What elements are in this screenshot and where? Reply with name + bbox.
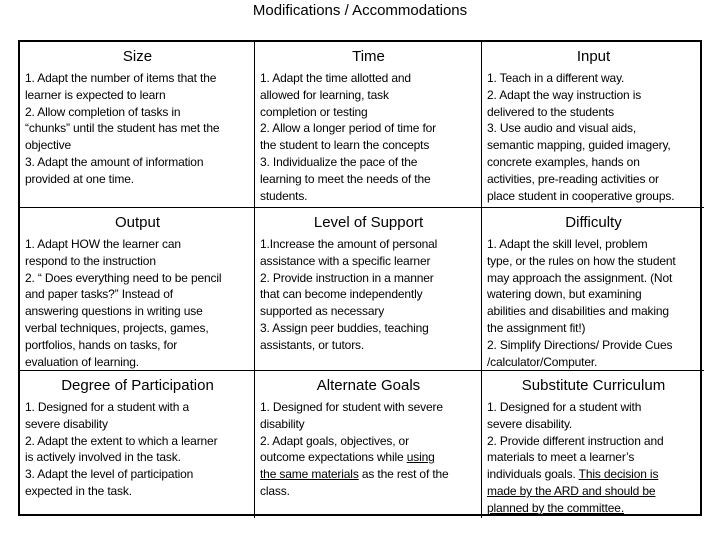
cell-heading: Input xyxy=(576,48,611,65)
cell-line: 2. Allow a longer period of time for xyxy=(260,121,437,136)
cell-line: answering questions in writing use xyxy=(25,304,203,319)
cell-line: place student in cooperative groups. xyxy=(487,188,675,203)
cell-line: 2. Adapt the way instruction is xyxy=(487,87,642,102)
cell-line: learning to meet the needs of the xyxy=(260,171,431,186)
underlined-phrase: the same materials xyxy=(260,467,359,482)
cell-difficulty xyxy=(482,208,704,371)
cell-line: 1. Designed for a student with a xyxy=(25,400,189,414)
cell-line: severe disability xyxy=(25,416,108,431)
cell-line: students. xyxy=(260,188,308,203)
cell-line: “chunks” until the student has met the xyxy=(25,121,220,136)
cell-line: verbal techniques, projects, games, xyxy=(25,320,209,335)
cell-line: watering down, but examining xyxy=(487,287,642,302)
cell-line: 2. Simplify Directions/ Provide Cues xyxy=(487,337,673,352)
page-title: Modifications / Accommodations xyxy=(252,2,468,19)
cell-line: 2. Provide different instruction and xyxy=(487,433,664,448)
cell-line: 1. Adapt HOW the learner can xyxy=(25,237,181,251)
cell-line: learner is expected to learn xyxy=(25,87,166,102)
cell-output xyxy=(20,208,255,371)
cell-line: severe disability. xyxy=(487,416,573,431)
cell-line: 1. Adapt the number of items that the xyxy=(25,71,217,85)
cell-line: 1. Adapt the skill level, problem xyxy=(487,237,648,251)
cell-line: portfolios, hands on tasks, for xyxy=(25,337,178,352)
cell-line: respond to the instruction xyxy=(25,253,156,268)
cell-line: objective xyxy=(25,138,72,153)
cell-line: type, or the rules on how the student xyxy=(487,253,676,268)
cell-line: completion or testing xyxy=(260,104,368,119)
cell-line: 2. Adapt goals, objectives, or xyxy=(260,433,409,448)
cell-line: evaluation of learning. xyxy=(25,354,139,369)
cell-line: 2. Provide instruction in a manner xyxy=(260,270,434,285)
cell-line: supported as necessary xyxy=(260,304,385,319)
cell-line: 3. Use audio and visual aids, xyxy=(487,121,637,136)
cell-heading: Size xyxy=(122,48,153,65)
cell-line: 1. Adapt the time allotted and xyxy=(260,71,411,85)
cell-line: concrete examples, hands on xyxy=(487,154,640,169)
cell-heading: Alternate Goals xyxy=(316,377,421,394)
cell-substitute-curriculum xyxy=(482,371,704,518)
cell-line: expected in the task. xyxy=(25,483,132,498)
cell-line: 3. Adapt the level of participation xyxy=(25,467,194,482)
cell-line: semantic mapping, guided imagery, xyxy=(487,138,671,153)
cell-time xyxy=(255,42,482,208)
cell-line: 2. Adapt the extent to which a learner xyxy=(25,433,218,448)
cell-line: is actively involved in the task. xyxy=(25,450,181,465)
cell-line: provided at one time. xyxy=(25,171,134,186)
cell-line: assistance with a specific learner xyxy=(260,253,431,268)
cell-line: /calculator/Computer. xyxy=(487,354,598,369)
cell-line: 2. Allow completion of tasks in xyxy=(25,104,181,119)
cell-heading: Output xyxy=(114,214,161,231)
cell-line: individuals goals. This decision is xyxy=(487,467,659,482)
underlined-phrase: planned by the committee. xyxy=(487,500,624,515)
cell-line: 3. Assign peer buddies, teaching xyxy=(260,320,429,335)
cell-heading: Substitute Curriculum xyxy=(521,377,666,394)
cell-line xyxy=(487,500,700,517)
cell-line: and paper tasks?” Instead of xyxy=(25,287,173,302)
cell-heading: Level of Support xyxy=(313,214,424,231)
cell-line: disability xyxy=(260,416,305,431)
cell-line: 3. Individualize the pace of the xyxy=(260,154,418,169)
cell-line: assistants, or tutors. xyxy=(260,337,365,352)
cell-heading: Degree of Participation xyxy=(61,377,214,394)
accommodations-table xyxy=(18,40,702,516)
underlined-phrase: made by the ARD and should be xyxy=(487,483,656,498)
cell-line xyxy=(487,483,700,500)
cell-line: 1. Designed for a student with xyxy=(487,400,642,414)
cell-line: 1. Designed for student with severe xyxy=(260,400,443,414)
cell-line: activities, pre-reading activities or xyxy=(487,171,659,186)
cell-heading: Time xyxy=(352,48,385,65)
underlined-phrase: using xyxy=(406,450,435,465)
cell-line: abilities and disabilities and making xyxy=(487,304,669,319)
cell-line: delivered to the students xyxy=(487,104,615,119)
cell-line: allowed for learning, task xyxy=(260,87,389,102)
cell-line: 1. Teach in a different way. xyxy=(487,71,625,85)
cell-line: class. xyxy=(260,483,290,498)
cell-line: the same materials as the rest of the xyxy=(260,467,449,482)
cell-line: the assignment fit!) xyxy=(487,320,586,335)
cell-heading: Difficulty xyxy=(565,214,622,231)
underlined-phrase: This decision is xyxy=(578,467,659,482)
cell-degree-of-participation xyxy=(20,371,255,518)
cell-size xyxy=(20,42,255,208)
cell-level-of-support xyxy=(255,208,482,371)
cell-line: outcome expectations while using xyxy=(260,450,435,465)
cell-input xyxy=(482,42,704,208)
cell-line: 3. Adapt the amount of information xyxy=(25,154,204,169)
cell-line: may approach the assignment. (Not xyxy=(487,270,673,285)
cell-line: 2. “ Does everything need to be pencil xyxy=(25,270,222,285)
cell-line: 1.Increase the amount of personal xyxy=(260,237,438,251)
cell-line: that can become independently xyxy=(260,287,423,302)
cell-line: materials to meet a learner’s xyxy=(487,450,635,465)
cell-line: the student to learn the concepts xyxy=(260,138,430,153)
cell-alternate-goals xyxy=(255,371,482,518)
